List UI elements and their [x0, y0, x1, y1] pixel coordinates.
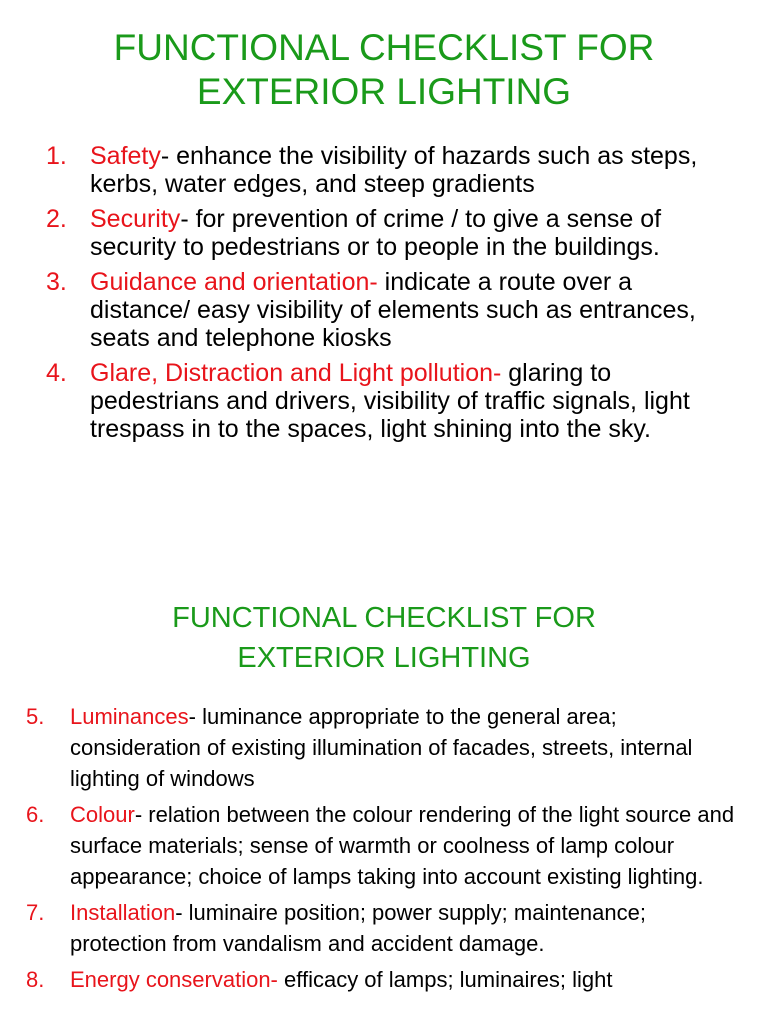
- item-description: - enhance the visibility of hazards such as steps, kerbs, water edges, and steep gradients: [90, 142, 698, 198]
- item-term: Luminances: [70, 704, 189, 729]
- list-item-security: [46, 205, 736, 261]
- list-item-guidance: [46, 268, 736, 352]
- item-description: efficacy of lamps; luminaires; light: [277, 967, 613, 992]
- list-item-colour: [26, 799, 746, 892]
- slide1-title-line1: FUNCTIONAL CHECKLIST FOR: [113, 27, 655, 68]
- item-description: - luminance appropriate to the general area; consideration of existing illumination of facades, streets, internal lighting of windows: [70, 704, 693, 791]
- slide1-title: [0, 26, 768, 114]
- slide1-checklist: [46, 142, 736, 450]
- slide2-title-line1: FUNCTIONAL CHECKLIST FOR: [172, 602, 596, 634]
- item-number: 5.: [26, 704, 45, 729]
- item-term: Energy conservation-: [70, 967, 278, 992]
- slide2-checklist: [26, 701, 746, 1000]
- item-number: 6.: [26, 802, 45, 827]
- list-item-safety: [46, 142, 736, 198]
- list-item-luminances: [26, 701, 746, 794]
- item-number: 2.: [46, 205, 67, 233]
- list-item-glare: [46, 359, 736, 443]
- item-description: - relation between the colour rendering of the light source and surface materials; sense of warmth or coolness of lamp colour appearance; choice of lamps taking into account existing lighting.: [70, 802, 735, 889]
- item-description: - for prevention of crime / to give a sense of security to pedestrians or to people in the buildings.: [90, 205, 662, 261]
- item-term: Colour: [70, 802, 135, 827]
- slide2-title: [0, 598, 768, 678]
- item-number: 1.: [46, 142, 67, 170]
- item-term: Installation: [70, 900, 176, 925]
- item-term: Guidance and orientation-: [90, 268, 378, 296]
- slide1-title-line2: EXTERIOR LIGHTING: [196, 71, 572, 112]
- item-term: Safety: [90, 142, 161, 170]
- item-number: 4.: [46, 359, 67, 387]
- item-number: 8.: [26, 967, 45, 992]
- item-number: 7.: [26, 900, 45, 925]
- item-term: Security: [90, 205, 181, 233]
- item-number: 3.: [46, 268, 67, 296]
- list-item-energy-conservation: [26, 964, 746, 995]
- item-description: indicate a route over a distance/ easy visibility of elements such as entrances, seats and telephone kiosks: [90, 268, 696, 352]
- list-item-installation: [26, 897, 746, 959]
- item-description: glaring to pedestrians and drivers, visibility of traffic signals, light trespass in to the spaces, light shining into the sky.: [90, 359, 690, 443]
- item-term: Glare, Distraction and Light pollution-: [90, 359, 502, 387]
- item-description: - luminaire position; power supply; maintenance; protection from vandalism and accident damage.: [70, 900, 646, 956]
- slide2-title-line2: EXTERIOR LIGHTING: [237, 642, 531, 674]
